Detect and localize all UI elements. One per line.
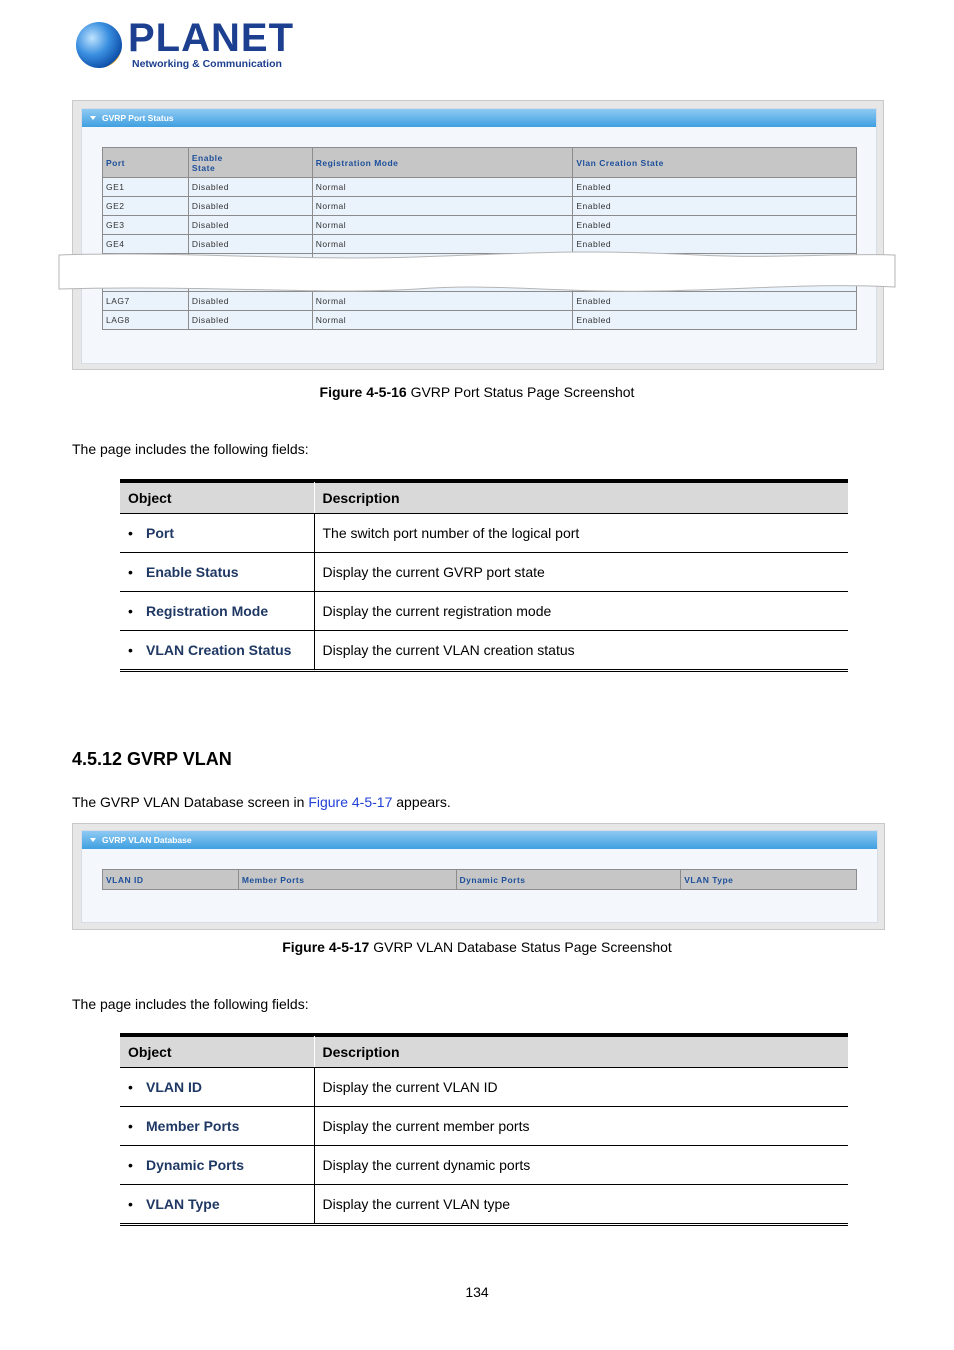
col-member-ports: Member Ports xyxy=(238,870,456,890)
cell-creation: Enabled xyxy=(573,292,857,311)
object-name: Registration Mode xyxy=(146,603,269,619)
cell-creation: Enabled xyxy=(573,235,857,254)
cell-port: GE1 xyxy=(103,178,189,197)
collapse-triangle-icon[interactable] xyxy=(90,838,96,842)
cell-registration: Normal xyxy=(312,178,573,197)
table-row: • VLAN ID Display the current VLAN ID xyxy=(120,1068,848,1107)
object-description: Display the current dynamic ports xyxy=(314,1146,848,1185)
page-number: 134 xyxy=(465,1284,489,1300)
cell-registration: Normal xyxy=(312,235,573,254)
object-description: Display the current GVRP port state xyxy=(314,553,848,592)
object-description: Display the current VLAN creation status xyxy=(314,631,848,671)
cell-registration: Normal xyxy=(312,292,573,311)
table-row: • Member Ports Display the current member ports xyxy=(120,1107,848,1146)
col-vlan-creation-state: Vlan Creation State xyxy=(573,148,857,178)
table-row xyxy=(103,311,857,330)
figure-label: Figure 4-5-16 xyxy=(319,384,407,400)
panel-header[interactable] xyxy=(82,109,876,127)
object-description: Display the current VLAN type xyxy=(314,1185,848,1225)
object-name: Dynamic Ports xyxy=(146,1157,245,1173)
header-object: Object xyxy=(120,1037,314,1068)
table-row: • Dynamic Ports Display the current dynamic ports xyxy=(120,1146,848,1185)
intro-vlan-text xyxy=(72,794,451,810)
object-name: VLAN ID xyxy=(146,1079,202,1095)
object-name: Port xyxy=(146,525,174,541)
table-row xyxy=(103,178,857,197)
object-description: The switch port number of the logical port xyxy=(314,514,848,553)
table-row xyxy=(103,216,857,235)
header-description: Description xyxy=(314,483,848,514)
cell-enable: Disabled xyxy=(188,197,312,216)
cell-port: GE2 xyxy=(103,197,189,216)
port-status-table xyxy=(102,147,857,330)
cell-registration: Normal xyxy=(312,311,573,330)
cell-enable: Disabled xyxy=(188,292,312,311)
gvrp-vlan-db-screenshot xyxy=(72,823,885,930)
intro-vlan-after: appears. xyxy=(392,794,451,810)
table-row: • Registration Mode Display the current registration mode xyxy=(120,592,848,631)
panel-title: GVRP Port Status xyxy=(102,113,174,123)
object-name: VLAN Type xyxy=(146,1196,220,1212)
cell-enable: Disabled xyxy=(188,235,312,254)
col-dynamic-ports: Dynamic Ports xyxy=(456,870,681,890)
gvrp-port-status-screenshot xyxy=(72,100,884,370)
figure-label: Figure 4-5-17 xyxy=(282,939,370,955)
header-object: Object xyxy=(120,483,314,514)
cell-creation: Enabled xyxy=(573,178,857,197)
col-port: Port xyxy=(103,148,189,178)
table-row: • Port The switch port number of the logical port xyxy=(120,514,848,553)
object-name: VLAN Creation Status xyxy=(146,642,292,658)
figure-text: GVRP Port Status Page Screenshot xyxy=(406,384,635,400)
cell-port: GE4 xyxy=(103,235,189,254)
cell-creation: Enabled xyxy=(573,216,857,235)
figure-link[interactable]: Figure 4-5-17 xyxy=(308,794,393,810)
globe-icon xyxy=(76,22,122,68)
gvrp-vlan-db-panel xyxy=(81,830,878,923)
col-enable-state: Enable State xyxy=(188,148,312,178)
table-row xyxy=(103,197,857,216)
intro-text-1: The page includes the following fields: xyxy=(72,441,309,457)
figure-caption-1 xyxy=(0,384,954,400)
gvrp-port-status-panel xyxy=(81,108,877,364)
intro-vlan-before: The GVRP VLAN Database screen in xyxy=(72,794,309,810)
object-name: Enable Status xyxy=(146,564,239,580)
col-registration-mode: Registration Mode xyxy=(312,148,573,178)
section-heading: 4.5.12 GVRP VLAN xyxy=(72,749,232,769)
table-row: • VLAN Creation Status Display the current VLAN creation status xyxy=(120,631,848,671)
object-description: Display the current registration mode xyxy=(314,592,848,631)
logo-wordmark: PLANET xyxy=(128,16,294,60)
header-description: Description xyxy=(314,1037,848,1068)
cell-registration: Normal xyxy=(312,216,573,235)
panel-title: GVRP VLAN Database xyxy=(102,835,192,845)
figure-caption-2 xyxy=(0,939,954,955)
object-name: Member Ports xyxy=(146,1118,240,1134)
collapse-triangle-icon[interactable] xyxy=(90,116,96,120)
cell-port: LAG7 xyxy=(103,292,189,311)
cell-enable: Disabled xyxy=(188,216,312,235)
panel-header[interactable] xyxy=(82,831,877,849)
col-vlan-type: VLAN Type xyxy=(681,870,857,890)
object-description: Display the current VLAN ID xyxy=(314,1068,848,1107)
cell-port: LAG8 xyxy=(103,311,189,330)
cell-port: GE3 xyxy=(103,216,189,235)
cell-creation: Enabled xyxy=(573,311,857,330)
col-vlan-id: VLAN ID xyxy=(103,870,239,890)
intro-text-2: The page includes the following fields: xyxy=(72,996,309,1012)
table-row: • VLAN Type Display the current VLAN type xyxy=(120,1185,848,1225)
table-row: • Enable Status Display the current GVRP port state xyxy=(120,553,848,592)
object-description: Display the current member ports xyxy=(314,1107,848,1146)
fields-table-2 xyxy=(120,1033,848,1226)
vlan-db-table xyxy=(102,869,857,890)
cell-enable: Disabled xyxy=(188,178,312,197)
logo-tagline: Networking & Communication xyxy=(132,58,282,70)
cell-registration: Normal xyxy=(312,197,573,216)
torn-paper-break xyxy=(57,249,897,295)
cell-enable: Disabled xyxy=(188,311,312,330)
fields-table-1 xyxy=(120,479,848,672)
planet-logo xyxy=(76,16,294,74)
figure-text: GVRP VLAN Database Status Page Screenshot xyxy=(369,939,672,955)
cell-creation: Enabled xyxy=(573,197,857,216)
